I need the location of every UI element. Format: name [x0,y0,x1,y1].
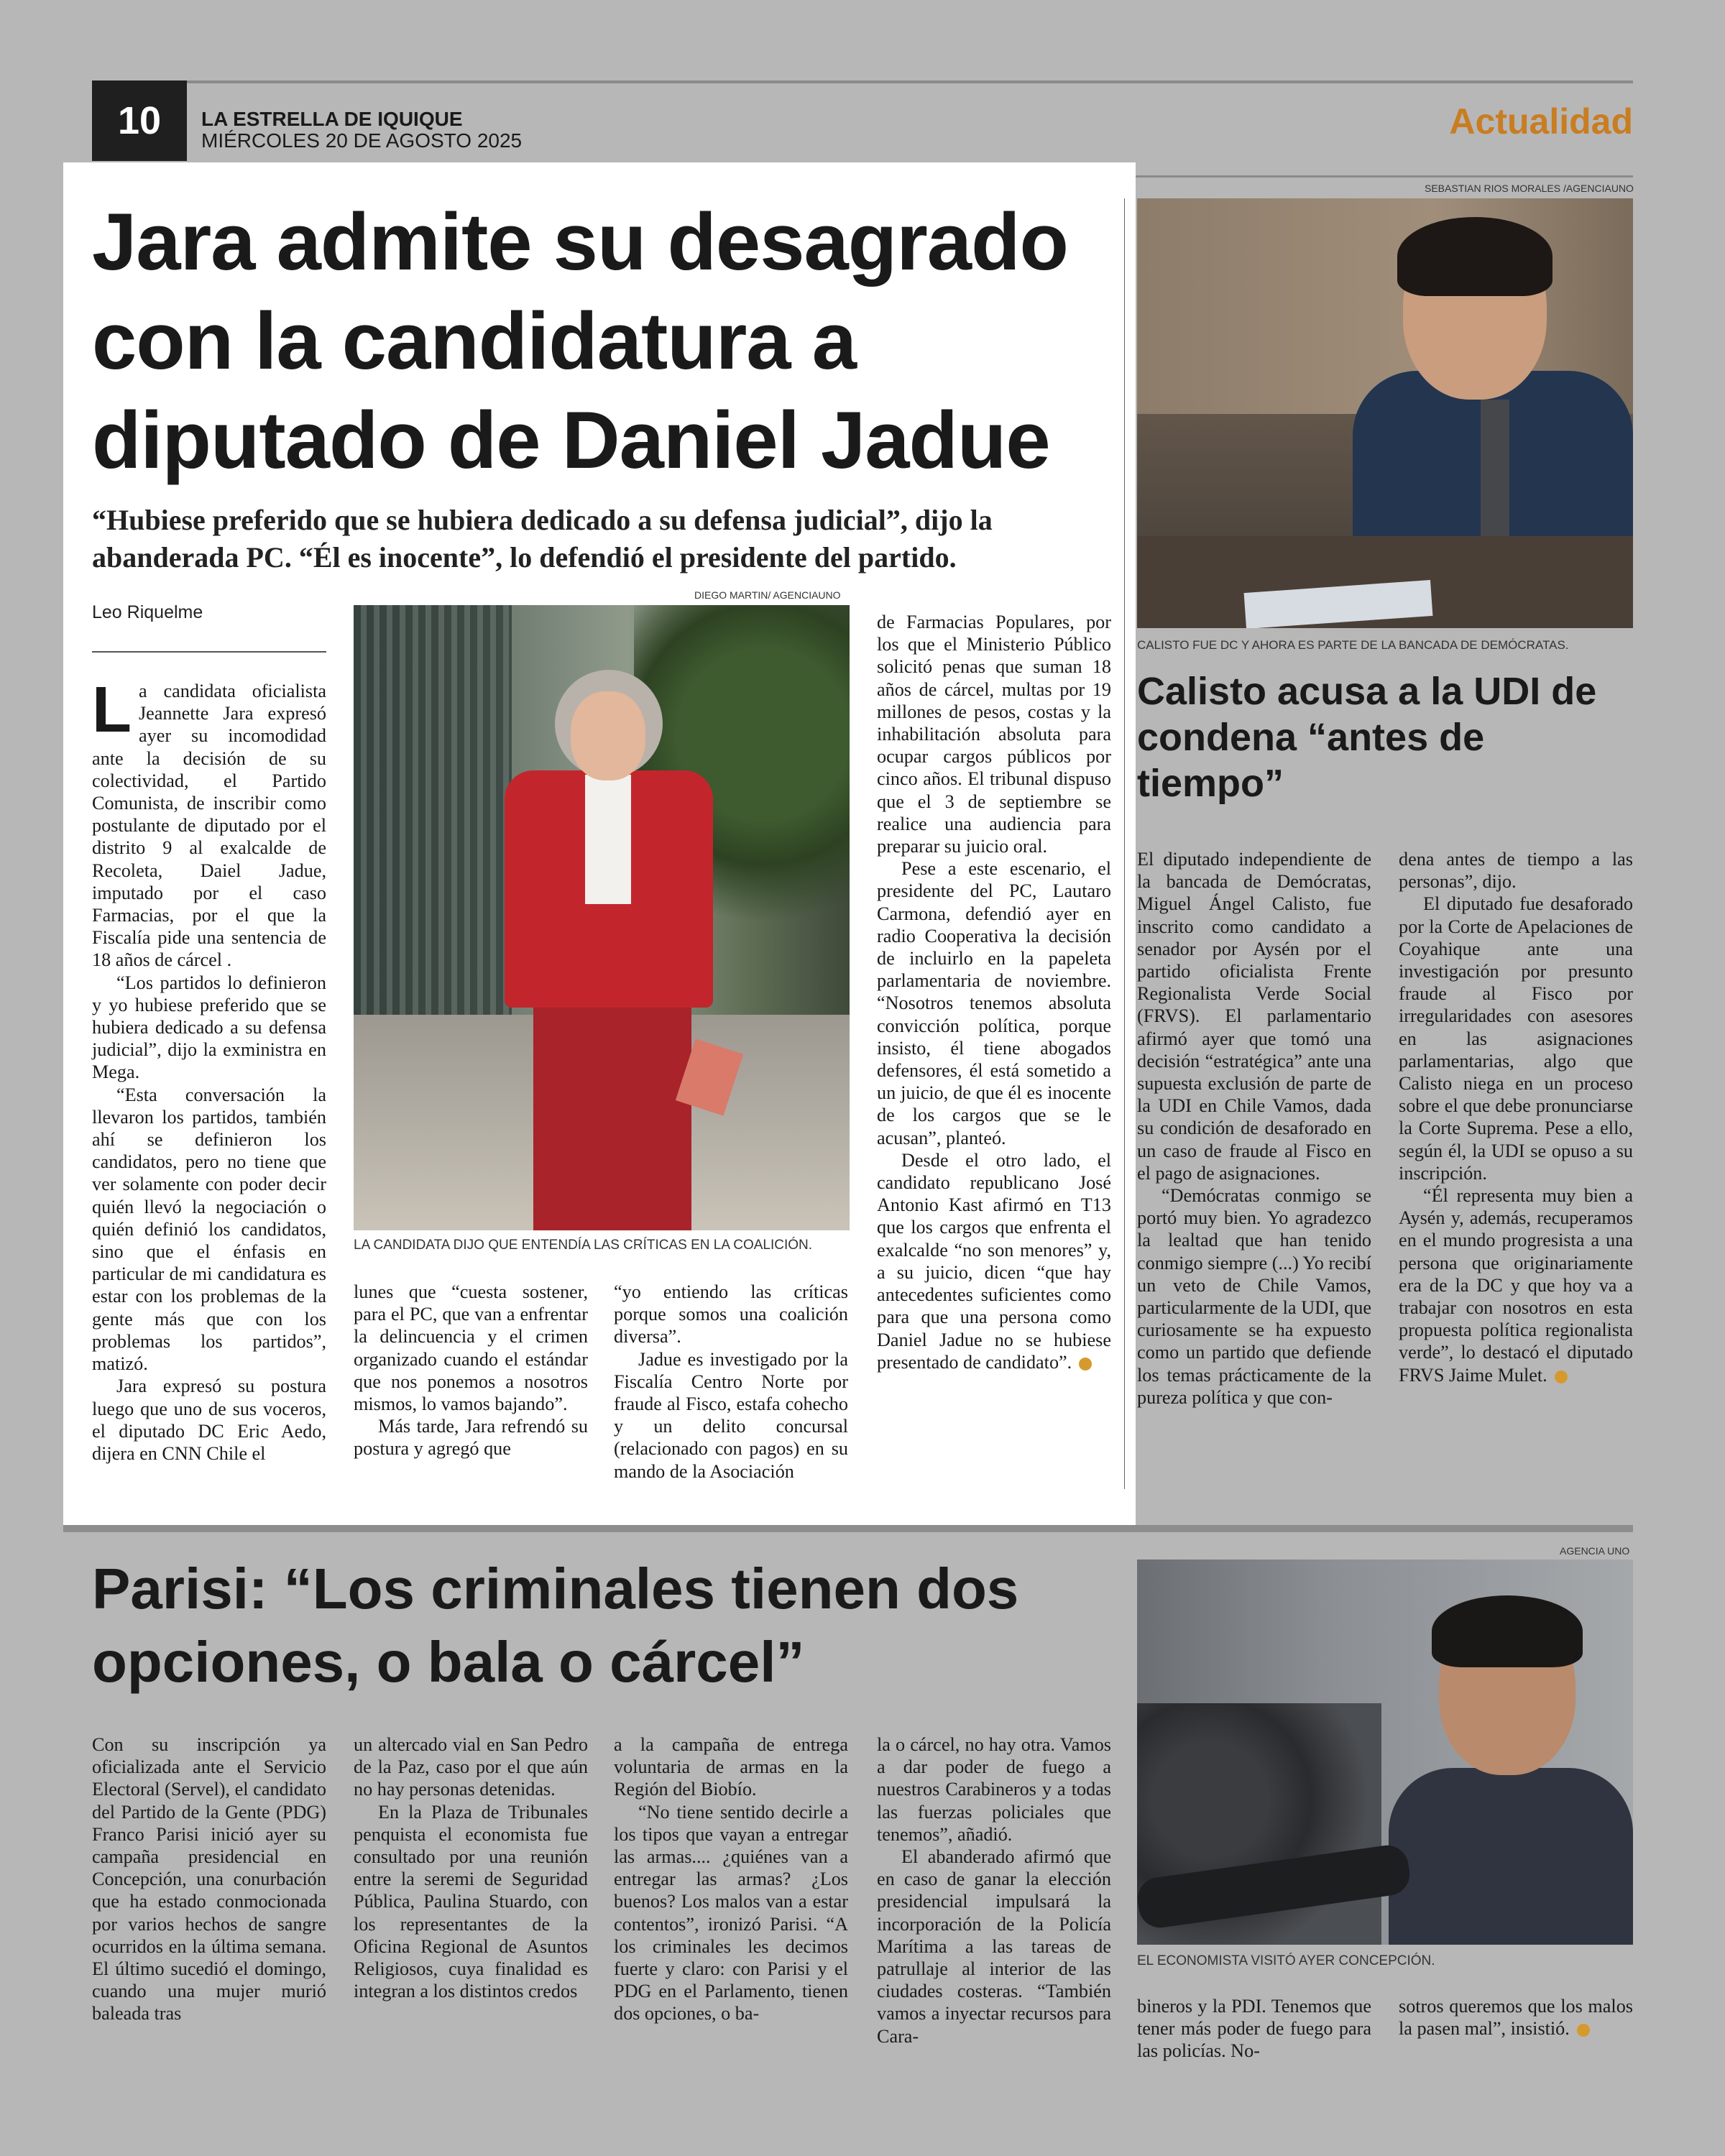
main-photo-credit: DIEGO MARTIN/ AGENCIAUNO [694,589,841,601]
paragraph: lunes que “cuesta sostener, para el PC, que van a enfrentar la delincuencia y el crimen organizado cuando el estándar que nos ponemos a nosotros mismos, lo vamos bajando”. [354,1281,588,1415]
section-divider [63,1525,1633,1532]
paragraph: Desde el otro lado, el candidato republicano José Antonio Kast afirmó en T13 que los cargos que enfrenta el exalcalde “no son menores” y, a su juicio, dicen “que hay antecedentes suficientes como para que una persona como Daniel Jadue no se hubiese presentado de candidato”. [877,1149,1111,1373]
calisto-column-2 [1399,848,1633,1386]
parisi-column-2 [354,1733,588,2002]
paragraph: a la campaña de entrega voluntaria de armas en la Región del Biobío. [614,1734,848,1800]
main-column-4 [877,611,1111,1373]
parisi-headline: Parisi: “Los criminales tienen dos opciones, o bala o cárcel” [92,1557,1019,1694]
article-end-mark [1079,1358,1092,1370]
calisto-photo [1137,198,1633,628]
parisi-column-3 [614,1733,848,2025]
calisto-photo-credit: SEBASTIAN RIOS MORALES /AGENCIAUNO [1425,183,1634,194]
parisi-column-1 [92,1733,326,2025]
parisi-column-5 [1137,1995,1371,2063]
paragraph: “yo entiendo las críticas porque somos una coalición diversa”. [614,1281,848,1348]
publication-date: MIÉRCOLES 20 DE AGOSTO 2025 [201,129,523,152]
parisi-photo [1137,1560,1633,1945]
paragraph: de Farmacias Populares, por los que el Ministerio Público solicitó penas que suman 18 años de cárcel, multas por 19 millones de pesos, costas y la inhabilitación absoluta para ocupar cargos públicos por cinco años. El tribunal dispuso que el 3 de septiembre se realice una audiencia para preparar su juicio oral. [877,612,1111,857]
paragraph: la o cárcel, no hay otra. Vamos a dar poder de fuego a nuestros Carabineros y a todas las fuerzas policiales que tenemos”, añadió. [877,1734,1111,1845]
paragraph: En la Plaza de Tribunales penquista el economista fue consultado por una reunión entre la seremi de Seguridad Pública, Paulina Stuardo, con los representantes de la Oficina Regional de Asuntos Religiosos, cuya finalidad es integran a los distintos credos [354,1801,588,2002]
parisi-photo-caption: EL ECONOMISTA VISITÓ AYER CONCEPCIÓN. [1137,1953,1435,1968]
main-photo [354,605,850,1230]
byline-rule [92,651,326,653]
calisto-column-1 [1137,848,1371,1409]
paragraph: “Los partidos lo definieron y yo hubiese preferido que se hubiera dedicado a su defensa judicial”, dijo la exministra en Mega. [92,972,326,1083]
paragraph: Con su inscripción ya oficializada ante el Servicio Electoral (Servel), el candidato del Partido de la Gente (PDG) Franco Parisi inició ayer su campaña presidencial en Concepción, una conurbación que ha estado conmocionada por varios hechos de sangre ocurridos en la última semana. El último sucedió el domingo, cuando una mujer murió baleada tras [92,1734,326,2024]
header-rule-right [1136,175,1633,178]
dropcap: L [92,674,132,746]
main-deck: “Hubiese preferido que se hubiera dedicado a su defensa judicial”, dijo la abanderada PC. “Él es inocente”, lo defendió el presidente del partido. [92,504,993,573]
paragraph: Jadue es investigado por la Fiscalía Centro Norte por fraude al Fisco, estafa cohecho y un delito concursal (relacionado con pagos) en su mando de la Asociación [614,1348,848,1482]
main-headline: Jara admite su desagrado con la candidatura a diputado de Daniel Jadue [92,197,1068,485]
byline: Leo Riquelme [92,602,203,622]
page-number: 10 [92,80,187,161]
paragraph: Jara expresó su postura luego que uno de sus voceros, el diputado DC Eric Aedo, dijera en CNN Chile el [92,1376,326,1464]
paragraph: La candidata oficialista Jeannette Jara expresó ayer su incomodidad ante la decisión de su colectividad, el Partido Comunista, de inscribir como postulante de diputado por el distrito 9 al exalcalde de Recoleta, Daiel Jadue, imputado por el caso Farmacias, por el que la Fiscalía pide una sentencia de 18 años de cárcel . [92,674,326,971]
main-column-2 [354,1281,588,1460]
paragraph: “No tiene sentido decirle a los tipos que vayan a entregar las armas.... ¿quiénes van a entregar las armas? ¿Los buenos? Los malos van a estar contentos”, ironizó Parisi. “A los criminales les decimos fuerte y claro: con Parisi y el PDG en el Parlamento, tienen dos opciones, o ba- [614,1801,848,2024]
main-column-3 [614,1281,848,1483]
main-photo-caption: LA CANDIDATA DIJO QUE ENTENDÍA LAS CRÍTICAS EN LA COALICIÓN. [354,1238,813,1253]
article-end-mark [1555,1370,1568,1383]
paragraph: El abanderado afirmó que en caso de ganar la elección presidencial impulsará la incorporación de la Policía Marítima a las tareas de patrullaje al interior de las ciudades costeras. “También vamos a inyectar recursos para Cara- [877,1846,1111,2047]
parisi-column-6 [1399,1995,1633,2040]
header-rule [92,80,1633,83]
paragraph: Pese a este escenario, el presidente del PC, Lautaro Carmona, defendió ayer en radio Cooperativa la decisión de incluirlo en la papeleta parlamentaria de noviembre. “Nosotros tenemos absoluta convicción política, porque insisto, él tiene abogados defensores, él está sometido a un juicio, de que él es inocente de los cargos que se le acusan”, planteó. [877,858,1111,1148]
article-end-mark [1577,2024,1590,2037]
paragraph: El diputado independiente de la bancada de Demócratas, Miguel Ángel Calisto, fue inscrito como candidato a senador por Aysén por el partido oficialista Frente Regionalista Verde Social (FRVS). El parlamentario afirmó ayer que tomó una decisión “estratégica” ante una supuesta exclusión de parte de la UDI en Chile Vamos, dada su condición de desaforado en un caso de fraude al Fisco en el pago de asignaciones. [1137,849,1371,1184]
paragraph: un altercado vial en San Pedro de la Paz, caso por el que aún no hay personas detenidas. [354,1734,588,1800]
section-label: Actualidad [1449,101,1633,142]
paragraph: “Él representa muy bien a Aysén y, además, recuperamos en el mundo progresista a una persona que originariamente era de la DC y que hoy va a trabajar con nosotros en esta propuesta política regionalista verde”, lo destacó el diputado FRVS Jaime Mulet. [1399,1185,1633,1386]
paragraph: El diputado fue desaforado por la Corte de Apelaciones de Coyahique ante una investigación por presunto fraude al Fisco por irregularidades con asesores en las asignaciones parlamentarias, algo que Calisto niega en un proceso sobre el que debe pronunciarse la Corte Suprema. Pese a ello, según él, la UDI se opuso a su inscripción. [1399,893,1633,1184]
parisi-column-4 [877,1733,1111,2047]
paragraph: Más tarde, Jara refrendó su postura y agregó que [354,1416,588,1460]
calisto-photo-caption: CALISTO FUE DC Y AHORA ES PARTE DE LA BANCADA DE DEMÓCRATAS. [1137,638,1569,652]
parisi-photo-credit: AGENCIA UNO [1560,1545,1630,1557]
column-rule [1124,198,1125,1489]
paragraph: sotros queremos que los malos la pasen mal”, insistió. [1399,1996,1633,2040]
calisto-headline: Calisto acusa a la UDI de condena “antes de tiempo” [1137,670,1597,805]
paragraph: “Esta conversación la llevaron los partidos, también ahí se definieron los candidatos, pero no tiene que ver solamente con poder decir quién llevó la negociación o quién definió los candidatos, sino que el énfasis en particular de mi candidatura es estar con los problemas de la gente más que con los problemas los partidos”, matizó. [92,1084,326,1375]
main-column-1 [92,674,326,1465]
paragraph: bineros y la PDI. Tenemos que tener más poder de fuego para las policías. No- [1137,1996,1371,2062]
paragraph: “Demócratas conmigo se portó muy bien. Yo agradezco la lealtad que han tenido conmigo siempre (...) Yo recibí un veto de Chile Vamos, particularmente de la UDI, que curiosamente se ha expuesto como un partido que defiende los temas prácticamente de la pureza política y que con- [1137,1185,1371,1408]
publication-name: LA ESTRELLA DE IQUIQUE [201,108,463,130]
paragraph: dena antes de tiempo a las personas”, dijo. [1399,849,1633,893]
